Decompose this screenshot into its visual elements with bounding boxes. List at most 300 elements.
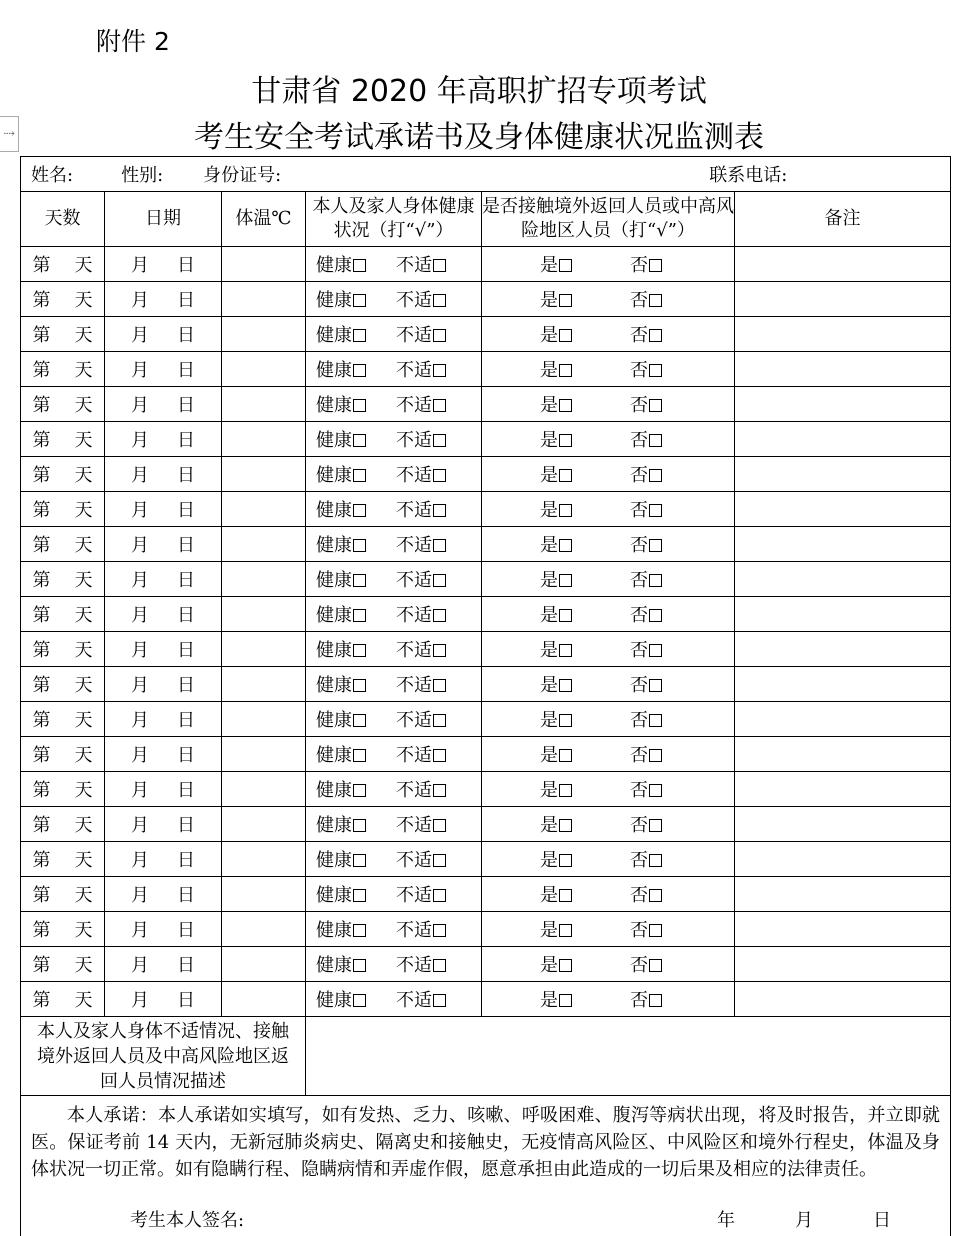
remark-cell[interactable] — [735, 737, 951, 772]
day-cell[interactable] — [21, 352, 105, 387]
day-suffix: 天 — [75, 776, 93, 802]
temperature-cell[interactable] — [222, 457, 306, 492]
temperature-cell[interactable] — [222, 247, 306, 282]
healthy-option[interactable] — [316, 780, 366, 801]
remark-cell[interactable] — [735, 807, 951, 842]
healthy-option[interactable] — [316, 675, 366, 696]
remark-cell[interactable] — [735, 632, 951, 667]
checkbox-yes[interactable] — [559, 539, 572, 552]
checkbox-no[interactable] — [649, 854, 662, 867]
checkbox-yes[interactable] — [559, 504, 572, 517]
date-cell[interactable] — [105, 702, 222, 737]
remark-cell[interactable] — [735, 842, 951, 877]
temperature-cell[interactable] — [222, 842, 306, 877]
checkbox-healthy[interactable] — [353, 784, 366, 797]
checkbox-healthy[interactable] — [353, 399, 366, 412]
no-option[interactable] — [630, 325, 662, 346]
date-cell[interactable] — [105, 492, 222, 527]
checkbox-unwell[interactable] — [433, 539, 446, 552]
checkbox-yes[interactable] — [559, 819, 572, 832]
day-cell[interactable] — [21, 632, 105, 667]
healthy-option[interactable] — [316, 255, 366, 276]
remark-cell[interactable] — [735, 772, 951, 807]
checkbox-unwell[interactable] — [433, 294, 446, 307]
date-cell[interactable] — [105, 772, 222, 807]
day-suffix: 天 — [75, 636, 93, 662]
healthy-option[interactable] — [316, 290, 366, 311]
checkbox-yes[interactable] — [559, 329, 572, 342]
no-option[interactable] — [630, 535, 662, 556]
remark-cell[interactable] — [735, 562, 951, 597]
yes-option[interactable] — [540, 465, 572, 486]
remark-cell[interactable] — [735, 947, 951, 982]
checkbox-unwell[interactable] — [433, 574, 446, 587]
date-cell[interactable] — [105, 877, 222, 912]
checkbox-unwell[interactable] — [433, 364, 446, 377]
yes-option[interactable] — [540, 815, 572, 836]
unwell-option[interactable] — [396, 640, 446, 661]
day-suffix: 天 — [75, 356, 93, 382]
day-cell[interactable] — [21, 842, 105, 877]
checkbox-no[interactable] — [649, 819, 662, 832]
unwell-option[interactable] — [396, 360, 446, 381]
checkbox-unwell[interactable] — [433, 924, 446, 937]
checkbox-unwell[interactable] — [433, 819, 446, 832]
yes-option[interactable] — [540, 360, 572, 381]
date-cell[interactable] — [105, 387, 222, 422]
day-prefix: 第 — [33, 566, 51, 592]
checkbox-yes[interactable] — [559, 434, 572, 447]
no-option[interactable] — [630, 850, 662, 871]
no-option[interactable] — [630, 290, 662, 311]
date-cell[interactable] — [105, 422, 222, 457]
checkbox-healthy[interactable] — [353, 574, 366, 587]
remark-cell[interactable] — [735, 317, 951, 352]
checkbox-unwell[interactable] — [433, 889, 446, 902]
unwell-option[interactable] — [396, 430, 446, 451]
healthy-option[interactable] — [316, 850, 366, 871]
date-cell[interactable] — [105, 842, 222, 877]
unwell-option[interactable] — [396, 325, 446, 346]
remark-cell[interactable] — [735, 877, 951, 912]
date-cell[interactable] — [105, 562, 222, 597]
health-status-cell — [306, 807, 482, 842]
checkbox-no[interactable] — [649, 469, 662, 482]
date-cell[interactable] — [105, 282, 222, 317]
date-cell[interactable] — [105, 982, 222, 1017]
temperature-cell[interactable] — [222, 492, 306, 527]
healthy-label: 健康 — [316, 675, 352, 696]
healthy-option[interactable] — [316, 885, 366, 906]
day-label: 日 — [177, 570, 195, 591]
no-label: 否 — [630, 990, 648, 1011]
checkbox-healthy[interactable] — [353, 539, 366, 552]
no-option[interactable] — [630, 955, 662, 976]
no-option[interactable] — [630, 990, 662, 1011]
checkbox-healthy[interactable] — [353, 924, 366, 937]
remark-cell[interactable] — [735, 702, 951, 737]
temperature-cell[interactable] — [222, 737, 306, 772]
checkbox-no[interactable] — [649, 889, 662, 902]
day-cell[interactable] — [21, 247, 105, 282]
checkbox-healthy[interactable] — [353, 644, 366, 657]
temperature-cell[interactable] — [222, 422, 306, 457]
no-option[interactable] — [630, 710, 662, 731]
day-cell[interactable] — [21, 282, 105, 317]
checkbox-healthy[interactable] — [353, 294, 366, 307]
no-option[interactable] — [630, 570, 662, 591]
month-label: 月 — [131, 605, 149, 626]
checkbox-unwell[interactable] — [433, 959, 446, 972]
healthy-option[interactable] — [316, 920, 366, 941]
unwell-option[interactable] — [396, 920, 446, 941]
remark-cell[interactable] — [735, 247, 951, 282]
healthy-option[interactable] — [316, 815, 366, 836]
temperature-cell[interactable] — [222, 772, 306, 807]
date-cell[interactable] — [105, 352, 222, 387]
no-option[interactable] — [630, 780, 662, 801]
checkbox-no[interactable] — [649, 329, 662, 342]
contact-status-cell — [482, 947, 735, 982]
healthy-option[interactable] — [316, 500, 366, 521]
description-label: 本人及家人身体不适情况、接触境外返回人员及中高风险地区返回人员情况描述 — [21, 1017, 306, 1096]
checkbox-yes[interactable] — [559, 889, 572, 902]
no-label: 否 — [630, 290, 648, 311]
no-option[interactable] — [630, 675, 662, 696]
day-cell[interactable] — [21, 492, 105, 527]
temperature-cell[interactable] — [222, 352, 306, 387]
temperature-cell[interactable] — [222, 702, 306, 737]
yes-option[interactable] — [540, 255, 572, 276]
checkbox-no[interactable] — [649, 749, 662, 762]
unwell-label: 不适 — [396, 570, 432, 591]
checkbox-unwell[interactable] — [433, 784, 446, 797]
yes-option[interactable] — [540, 745, 572, 766]
yes-option[interactable] — [540, 290, 572, 311]
table-row — [21, 562, 951, 597]
unwell-label: 不适 — [396, 605, 432, 626]
remark-cell[interactable] — [735, 597, 951, 632]
checkbox-no[interactable] — [649, 609, 662, 622]
remark-cell[interactable] — [735, 387, 951, 422]
day-cell[interactable] — [21, 877, 105, 912]
remark-cell[interactable] — [735, 282, 951, 317]
checkbox-unwell[interactable] — [433, 714, 446, 727]
unwell-option[interactable] — [396, 955, 446, 976]
day-cell[interactable] — [21, 667, 105, 702]
unwell-option[interactable] — [396, 675, 446, 696]
checkbox-no[interactable] — [649, 399, 662, 412]
yes-option[interactable] — [540, 780, 572, 801]
checkbox-no[interactable] — [649, 644, 662, 657]
yes-option[interactable] — [540, 885, 572, 906]
checkbox-unwell[interactable] — [433, 609, 446, 622]
day-cell[interactable] — [21, 702, 105, 737]
healthy-option[interactable] — [316, 955, 366, 976]
remark-cell[interactable] — [735, 527, 951, 562]
no-label: 否 — [630, 535, 648, 556]
day-prefix: 第 — [33, 776, 51, 802]
checkbox-no[interactable] — [649, 714, 662, 727]
temperature-cell[interactable] — [222, 282, 306, 317]
no-option[interactable] — [630, 745, 662, 766]
checkbox-yes[interactable] — [559, 854, 572, 867]
healthy-option[interactable] — [316, 465, 366, 486]
temperature-cell[interactable] — [222, 877, 306, 912]
healthy-option[interactable] — [316, 710, 366, 731]
yes-option[interactable] — [540, 955, 572, 976]
checkbox-no[interactable] — [649, 434, 662, 447]
checkbox-no[interactable] — [649, 784, 662, 797]
checkbox-unwell[interactable] — [433, 434, 446, 447]
unwell-option[interactable] — [396, 745, 446, 766]
temperature-cell[interactable] — [222, 562, 306, 597]
remark-cell[interactable] — [735, 457, 951, 492]
yes-option[interactable] — [540, 605, 572, 626]
checkbox-no[interactable] — [649, 259, 662, 272]
checkbox-no[interactable] — [649, 679, 662, 692]
remark-cell[interactable] — [735, 352, 951, 387]
no-label: 否 — [630, 395, 648, 416]
checkbox-unwell[interactable] — [433, 469, 446, 482]
table-row — [21, 352, 951, 387]
healthy-option[interactable] — [316, 745, 366, 766]
checkbox-healthy[interactable] — [353, 889, 366, 902]
date-cell[interactable] — [105, 247, 222, 282]
unwell-option[interactable] — [396, 500, 446, 521]
checkbox-unwell[interactable] — [433, 994, 446, 1007]
month-label: 月 — [131, 360, 149, 381]
remark-cell[interactable] — [735, 912, 951, 947]
yes-label: 是 — [540, 325, 558, 346]
day-cell[interactable] — [21, 807, 105, 842]
no-option[interactable] — [630, 885, 662, 906]
remark-cell[interactable] — [735, 667, 951, 702]
checkbox-healthy[interactable] — [353, 504, 366, 517]
checkbox-healthy[interactable] — [353, 749, 366, 762]
yes-option[interactable] — [540, 920, 572, 941]
month-label: 月 — [131, 955, 149, 976]
unwell-option[interactable] — [396, 255, 446, 276]
checkbox-no[interactable] — [649, 574, 662, 587]
checkbox-yes[interactable] — [559, 784, 572, 797]
contact-status-cell — [482, 667, 735, 702]
checkbox-unwell[interactable] — [433, 679, 446, 692]
temperature-cell[interactable] — [222, 527, 306, 562]
checkbox-unwell[interactable] — [433, 504, 446, 517]
unwell-option[interactable] — [396, 885, 446, 906]
checkbox-healthy[interactable] — [353, 469, 366, 482]
healthy-option[interactable] — [316, 640, 366, 661]
unwell-option[interactable] — [396, 570, 446, 591]
date-cell[interactable] — [105, 947, 222, 982]
date-cell[interactable] — [105, 527, 222, 562]
checkbox-unwell[interactable] — [433, 749, 446, 762]
temperature-cell[interactable] — [222, 807, 306, 842]
checkbox-unwell[interactable] — [433, 854, 446, 867]
healthy-option[interactable] — [316, 990, 366, 1011]
checkbox-yes[interactable] — [559, 644, 572, 657]
checkbox-yes[interactable] — [559, 959, 572, 972]
no-option[interactable] — [630, 465, 662, 486]
no-option[interactable] — [630, 815, 662, 836]
no-option[interactable] — [630, 605, 662, 626]
unwell-option[interactable] — [396, 290, 446, 311]
checkbox-yes[interactable] — [559, 294, 572, 307]
temperature-cell[interactable] — [222, 317, 306, 352]
temperature-cell[interactable] — [222, 597, 306, 632]
checkbox-yes[interactable] — [559, 714, 572, 727]
checkbox-healthy[interactable] — [353, 714, 366, 727]
checkbox-yes[interactable] — [559, 994, 572, 1007]
checkbox-yes[interactable] — [559, 574, 572, 587]
checkbox-unwell[interactable] — [433, 329, 446, 342]
remark-cell[interactable] — [735, 492, 951, 527]
healthy-option[interactable] — [316, 360, 366, 381]
yes-option[interactable] — [540, 675, 572, 696]
unwell-option[interactable] — [396, 395, 446, 416]
date-cell[interactable] — [105, 457, 222, 492]
table-row — [21, 387, 951, 422]
yes-label: 是 — [540, 255, 558, 276]
checkbox-healthy[interactable] — [353, 819, 366, 832]
no-option[interactable] — [630, 360, 662, 381]
checkbox-healthy[interactable] — [353, 364, 366, 377]
yes-option[interactable] — [540, 570, 572, 591]
checkbox-healthy[interactable] — [353, 259, 366, 272]
temperature-cell[interactable] — [222, 632, 306, 667]
yes-option[interactable] — [540, 990, 572, 1011]
day-cell[interactable] — [21, 597, 105, 632]
checkbox-yes[interactable] — [559, 399, 572, 412]
yes-option[interactable] — [540, 430, 572, 451]
temperature-cell[interactable] — [222, 947, 306, 982]
day-cell[interactable] — [21, 982, 105, 1017]
day-cell[interactable] — [21, 387, 105, 422]
promise-statement: 本人承诺：本人承诺如实填写，如有发热、乏力、咳嗽、呼吸困难、腹泻等病状出现，将及时报告，并立即就医。保证考前 14 天内，无新冠肺炎病史、隔离史和接触史，无疫情高风险区、中风险区和境外行程史，体温及身体状况一切正常。如有隐瞒行程、隐瞒病情和弄虚作假，愿意承担由此造成的一切后果及相应的法律责任。 — [21, 1096, 950, 1220]
no-option[interactable] — [630, 395, 662, 416]
checkbox-yes[interactable] — [559, 364, 572, 377]
checkbox-no[interactable] — [649, 294, 662, 307]
table-row — [21, 702, 951, 737]
healthy-option[interactable] — [316, 570, 366, 591]
checkbox-no[interactable] — [649, 959, 662, 972]
day-cell[interactable] — [21, 737, 105, 772]
day-cell[interactable] — [21, 457, 105, 492]
remark-cell[interactable] — [735, 982, 951, 1017]
yes-option[interactable] — [540, 710, 572, 731]
day-suffix: 天 — [75, 881, 93, 907]
yes-option[interactable] — [540, 640, 572, 661]
healthy-option[interactable] — [316, 430, 366, 451]
day-cell[interactable] — [21, 912, 105, 947]
unwell-option[interactable] — [396, 605, 446, 626]
temperature-cell[interactable] — [222, 387, 306, 422]
form-title-line1: 甘肃省 2020 年高职扩招专项考试 — [0, 66, 958, 110]
no-option[interactable] — [630, 920, 662, 941]
no-option[interactable] — [630, 640, 662, 661]
checkbox-healthy[interactable] — [353, 994, 366, 1007]
yes-option[interactable] — [540, 500, 572, 521]
no-option[interactable] — [630, 500, 662, 521]
unwell-option[interactable] — [396, 990, 446, 1011]
temperature-cell[interactable] — [222, 912, 306, 947]
yes-option[interactable] — [540, 850, 572, 871]
unwell-label: 不适 — [396, 640, 432, 661]
yes-option[interactable] — [540, 325, 572, 346]
checkbox-unwell[interactable] — [433, 399, 446, 412]
healthy-option[interactable] — [316, 605, 366, 626]
day-cell[interactable] — [21, 947, 105, 982]
yes-option[interactable] — [540, 535, 572, 556]
checkbox-healthy[interactable] — [353, 679, 366, 692]
checkbox-yes[interactable] — [559, 749, 572, 762]
checkbox-yes[interactable] — [559, 679, 572, 692]
date-cell[interactable] — [105, 912, 222, 947]
health-status-cell — [306, 457, 482, 492]
unwell-option[interactable] — [396, 850, 446, 871]
date-cell[interactable] — [105, 317, 222, 352]
checkbox-no[interactable] — [649, 364, 662, 377]
yes-label: 是 — [540, 990, 558, 1011]
health-status-cell — [306, 667, 482, 702]
unwell-option[interactable] — [396, 710, 446, 731]
checkbox-healthy[interactable] — [353, 434, 366, 447]
temperature-cell[interactable] — [222, 982, 306, 1017]
healthy-option[interactable] — [316, 535, 366, 556]
checkbox-healthy[interactable] — [353, 959, 366, 972]
day-cell[interactable] — [21, 562, 105, 597]
arrow-right-icon[interactable]: ⇢ — [0, 116, 19, 152]
checkbox-yes[interactable] — [559, 259, 572, 272]
checkbox-healthy[interactable] — [353, 609, 366, 622]
day-cell[interactable] — [21, 527, 105, 562]
healthy-option[interactable] — [316, 325, 366, 346]
date-cell[interactable] — [105, 597, 222, 632]
no-option[interactable] — [630, 430, 662, 451]
healthy-option[interactable] — [316, 395, 366, 416]
checkbox-healthy[interactable] — [353, 329, 366, 342]
checkbox-healthy[interactable] — [353, 854, 366, 867]
unwell-option[interactable] — [396, 815, 446, 836]
unwell-option[interactable] — [396, 780, 446, 801]
remark-cell[interactable] — [735, 422, 951, 457]
checkbox-no[interactable] — [649, 539, 662, 552]
date-cell[interactable] — [105, 667, 222, 702]
yes-option[interactable] — [540, 395, 572, 416]
temperature-cell[interactable] — [222, 667, 306, 702]
day-cell[interactable] — [21, 317, 105, 352]
day-cell[interactable] — [21, 772, 105, 807]
checkbox-no[interactable] — [649, 504, 662, 517]
unwell-option[interactable] — [396, 535, 446, 556]
checkbox-no[interactable] — [649, 924, 662, 937]
description-input[interactable] — [306, 1017, 951, 1096]
checkbox-yes[interactable] — [559, 609, 572, 622]
checkbox-unwell[interactable] — [433, 259, 446, 272]
checkbox-yes[interactable] — [559, 469, 572, 482]
checkbox-unwell[interactable] — [433, 644, 446, 657]
date-cell[interactable] — [105, 807, 222, 842]
checkbox-no[interactable] — [649, 994, 662, 1007]
no-option[interactable] — [630, 255, 662, 276]
date-cell[interactable] — [105, 632, 222, 667]
date-cell[interactable] — [105, 737, 222, 772]
unwell-label: 不适 — [396, 465, 432, 486]
unwell-option[interactable] — [396, 465, 446, 486]
day-cell[interactable] — [21, 422, 105, 457]
checkbox-yes[interactable] — [559, 924, 572, 937]
